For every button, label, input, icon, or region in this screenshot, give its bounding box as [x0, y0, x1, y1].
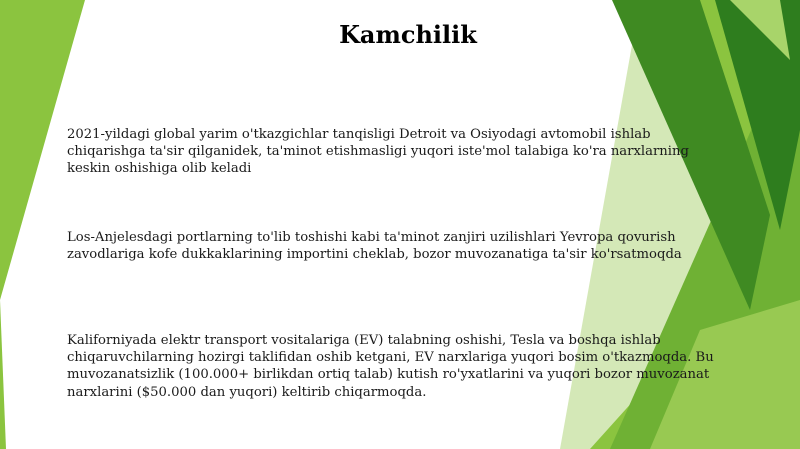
slide-title: Kamchilik	[339, 20, 477, 49]
paragraph-line: chiqaruvchilarning hozirgi taklifidan oshib ketgani, EV narxlariga yuqori bosim o'tkazmoqda. Bu	[67, 350, 714, 366]
left-green-sliver	[0, 300, 6, 449]
paragraph-ev-demand	[67, 332, 787, 401]
paragraph-line: Kaliforniyada elektr transport vositalariga (EV) talabning oshishi, Tesla va boshqa ishlab	[67, 333, 661, 348]
paragraph-line: 2021-yildagi global yarim o'tkazgichlar tanqisligi Detroit va Osiyodagi avtomobil ishlab	[67, 127, 651, 142]
paragraph-line: keskin oshishiga olib keladi	[67, 161, 252, 177]
paragraph-supply-chain	[67, 229, 787, 263]
paragraph-line: zavodlariga kofe dukkaklarining importini cheklab, bozor muvozanatiga ta'sir ko'rsatmoqda	[67, 247, 682, 263]
paragraph-line: chiqarishga ta'sir qilganidek, ta'minot etishmasligi yuqori iste'mol talabiga ko'ra narxlarning	[67, 144, 689, 160]
paragraph-line: narxlarini ($50.000 dan yuqori) keltirib chiqarmoqda.	[67, 384, 427, 400]
paragraph-line: muvozanatsizlik (100.000+ birlikdan ortiq talab) kutish ro'yxatlarini va yuqori bozor muvozanat	[67, 367, 710, 383]
paragraph-line: Los-Anjelesdagi portlarning to'lib toshishi kabi ta'minot zanjiri uzilishlari Yevropa qovurish	[67, 230, 676, 245]
paragraph-semiconductor	[67, 126, 787, 178]
